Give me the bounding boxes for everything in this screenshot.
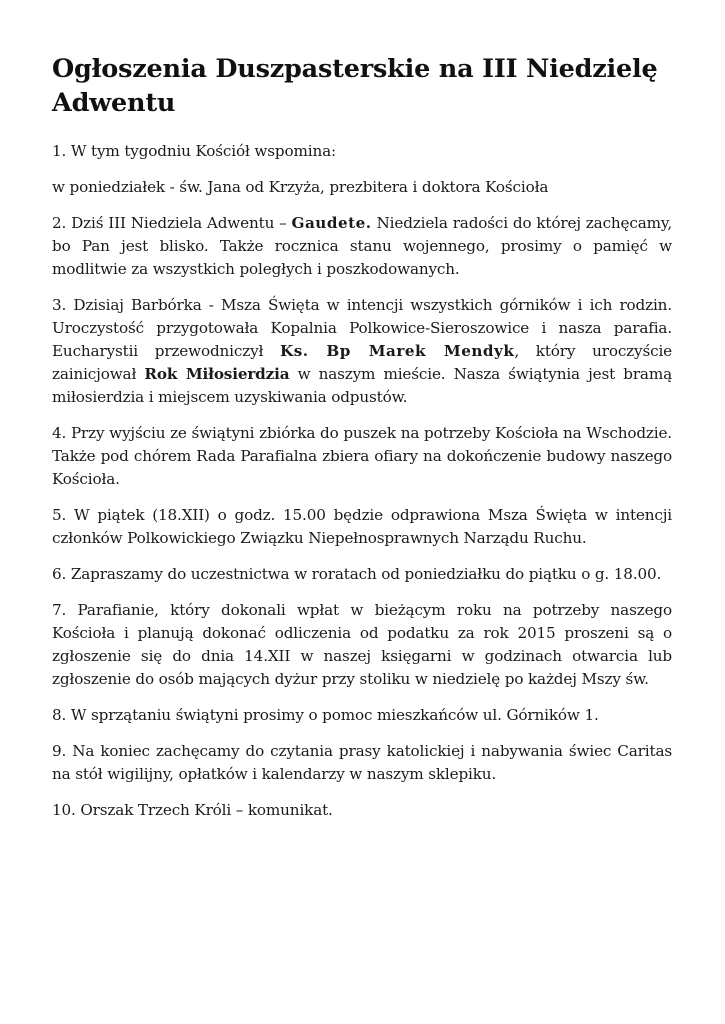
paragraph-2-bold: Gaudete. <box>291 214 372 232</box>
paragraph-3 <box>52 294 672 409</box>
paragraph-3-bold-year: Rok Miłosierdzia <box>144 365 290 383</box>
paragraph-3-bold-bishop: Ks. Bp Marek Mendyk <box>280 342 515 360</box>
paragraph-3-text-c: w naszym mieście. Nasza świątynia jest bramą miłosierdzia i miejscem uzyskiwania odpustów. <box>52 365 672 406</box>
paragraph-3-text-a: 3. Dzisiaj Barbórka - Msza Święta w intencji wszystkich górników i ich rodzin. Uroczystość przygotowała Kopalnia Polkowice-Sieroszowice i nasza parafia. Eucharystii przewodniczył <box>52 296 672 360</box>
paragraph-1: 1. W tym tygodniu Kościół wspomina: <box>52 142 336 160</box>
paragraph-6: 6. Zapraszamy do uczestnictwa w roratach od poniedziałku do piątku o g. 18.00. <box>52 565 662 583</box>
paragraph-1-detail: w poniedziałek - św. Jana od Krzyża, prezbitera i doktora Kościoła <box>52 178 549 196</box>
paragraph-7: 7. Parafianie, który dokonali wpłat w bieżącym roku na potrzeby naszego Kościoła i planują dokonać odliczenia od podatku za rok 2015 proszeni są o zgłoszenie się do dnia 14.XII w naszej księgarni w godzinach otwarcia lub zgłoszenie do osób mających dyżur przy stoliku w niedzielę po każdej Mszy św. <box>52 601 672 688</box>
paragraph-2-text-b: Niedziela radości do której zachęcamy, bo Pan jest blisko. Także rocznica stanu wojennego, prosimy o pamięć w modlitwie za wszystkich poległych i poszkodowanych. <box>52 214 672 278</box>
paragraph-4: 4. Przy wyjściu ze świątyni zbiórka do puszek na potrzeby Kościoła na Wschodzie. Także pod chórem Rada Parafialna zbiera ofiary na dokończenie budowy naszego Kościoła. <box>52 424 672 488</box>
document-body <box>52 52 672 835</box>
paragraph-2-text-a: 2. Dziś III Niedziela Adwentu – <box>52 214 292 232</box>
paragraph-9: 9. Na koniec zachęcamy do czytania prasy katolickiej i nabywania świec Caritas na stół wigilijny, opłatków i kalendarzy w naszym sklepiku. <box>52 742 672 783</box>
paragraph-10: 10. Orszak Trzech Króli – komunikat. <box>52 801 333 819</box>
paragraph-5: 5. W piątek (18.XII) o godz. 15.00 będzie odprawiona Msza Święta w intencji członków Polkowickiego Związku Niepełnosprawnych Narządu Ruchu. <box>52 506 672 547</box>
page-title: Ogłoszenia Duszpasterskie na III Niedzielę Adwentu <box>52 54 658 118</box>
paragraph-3-text-b: , który uroczyście zainicjował <box>52 342 672 383</box>
paragraph-2 <box>52 212 672 281</box>
paragraph-8: 8. W sprzątaniu świątyni prosimy o pomoc mieszkańców ul. Górników 1. <box>52 706 599 724</box>
